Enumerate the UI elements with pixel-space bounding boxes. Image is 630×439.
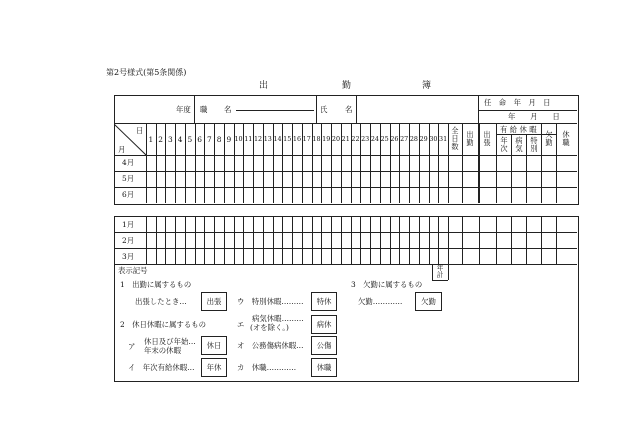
grid-column-line — [282, 216, 283, 264]
legend-heading: 表示記号 — [118, 266, 148, 275]
ka-text: カ 休職………… — [237, 363, 297, 372]
grid-column-line — [292, 216, 293, 264]
shucchou-text: 出張したとき… — [135, 297, 187, 306]
grid-column-line — [165, 216, 166, 264]
grid-column-line — [234, 216, 235, 264]
day-number-5: 5 — [187, 135, 193, 144]
grid-column-line — [175, 216, 176, 264]
day-number-23: 23 — [361, 135, 370, 143]
e-prefix: エ — [237, 320, 245, 329]
ka-mark: 休職 — [311, 358, 337, 377]
grid-column-line — [438, 216, 439, 264]
day-number-10: 10 — [234, 135, 243, 143]
month-axis-label: 月 — [118, 145, 126, 154]
shoku-label: 職 — [200, 105, 208, 114]
day-number-30: 30 — [429, 135, 438, 143]
grid-column-line — [302, 216, 303, 264]
day-number-18: 18 — [312, 135, 321, 143]
grid-column-line — [156, 216, 157, 264]
day-number-16: 16 — [292, 135, 302, 143]
grid-column-line — [331, 216, 332, 264]
kekkin-header: 欠 勤 — [545, 130, 553, 147]
i-text: イ 年次有給休暇… — [128, 363, 195, 372]
a-mark: 休日 — [201, 336, 227, 355]
grid-column-line — [321, 216, 322, 264]
day-number-25: 25 — [380, 135, 389, 143]
month-label-feb: 2月 — [122, 236, 135, 245]
month-label-may: 5月 — [122, 174, 135, 183]
day-number-6: 6 — [197, 135, 202, 144]
mei2-label: 名 — [345, 105, 353, 114]
a-text2: 年末の休暇 — [144, 346, 181, 355]
month-label-mar: 3月 — [122, 252, 135, 261]
day-number-4: 4 — [177, 135, 183, 144]
e-text2: (オを除く。) — [250, 323, 289, 332]
grid-column-line — [360, 216, 361, 264]
day-number-19: 19 — [322, 135, 331, 143]
shukkin-header: 出 勤 — [466, 130, 474, 147]
day-number-31: 31 — [439, 135, 448, 143]
grid-column-line — [224, 216, 225, 264]
nendo-label: 年度 — [176, 105, 191, 114]
grid-column-line — [253, 216, 254, 264]
legend-sec1: 1 出勤に属するもの — [120, 280, 192, 289]
mei-label: 名 — [224, 105, 232, 114]
day-number-29: 29 — [419, 135, 428, 143]
month-label-jun: 6月 — [122, 190, 135, 199]
kekkin-mark: 欠勤 — [415, 292, 442, 311]
day-number-7: 7 — [206, 135, 212, 144]
form-label: 第2号様式(第5条関係) — [106, 68, 187, 77]
shucchou-mark: 出張 — [201, 292, 227, 311]
grid-column-line — [341, 216, 342, 264]
title-char-2: 勤 — [342, 81, 352, 91]
grid-column-line — [429, 216, 430, 264]
grid-column-line — [273, 216, 274, 264]
i-mark: 年休 — [201, 358, 227, 377]
nenkei-label: 年 計 — [436, 264, 444, 280]
yukyu-header: 有 給 休 暇 — [500, 125, 537, 134]
day-number-12: 12 — [253, 135, 263, 143]
kekkin-text: 欠勤………… — [358, 297, 403, 306]
day-number-22: 22 — [351, 135, 360, 143]
day-number-14: 14 — [273, 135, 282, 143]
title-char-1: 出 — [259, 81, 269, 91]
grid-column-line — [214, 216, 215, 264]
grid-column-line — [380, 216, 381, 264]
grid-column-line — [370, 216, 371, 264]
day-number-24: 24 — [370, 135, 379, 143]
shi-label: 氏 — [320, 105, 328, 114]
u-text: ウ 特別休暇……… — [237, 297, 304, 306]
grid-column-line — [204, 216, 205, 264]
legend-sec3: 3 欠勤に属するもの — [351, 280, 423, 289]
day-axis-label: 日 — [136, 126, 144, 135]
o-text: オ 公務傷病休暇… — [237, 341, 304, 350]
grid-column-line — [409, 216, 410, 264]
day-number-26: 26 — [390, 135, 399, 143]
day-number-2: 2 — [158, 135, 163, 144]
day-number-15: 15 — [283, 135, 292, 143]
day-number-9: 9 — [226, 135, 232, 144]
grid-column-line — [399, 216, 400, 264]
grid-column-line — [390, 216, 391, 264]
day-number-8: 8 — [216, 135, 222, 144]
day-number-3: 3 — [167, 135, 173, 144]
o-mark: 公傷 — [311, 336, 337, 355]
shucchou-header: 出 張 — [483, 130, 491, 147]
nenji-header: 年 次 — [500, 136, 508, 153]
day-number-13: 13 — [263, 135, 272, 143]
e-mark: 病休 — [311, 315, 337, 334]
title-char-3: 簿 — [422, 81, 432, 91]
byouki-header: 病 気 — [515, 136, 523, 153]
grid-column-line — [419, 216, 420, 264]
day-number-1: 1 — [148, 135, 154, 144]
month-label-jan: 1月 — [122, 220, 135, 229]
grid-column-line — [185, 216, 186, 264]
day-number-27: 27 — [400, 135, 409, 143]
a-prefix: ア — [128, 342, 136, 351]
kyushoku-header: 休 職 — [562, 130, 570, 147]
u-mark: 特休 — [311, 292, 337, 311]
ninmei-label: 任 命 年 月 日 — [484, 98, 551, 107]
day-number-20: 20 — [331, 135, 341, 143]
grid-column-line — [263, 216, 264, 264]
month-label-apr: 4月 — [122, 158, 135, 167]
day-number-28: 28 — [409, 135, 418, 143]
e-text1: 病気休暇……… — [252, 314, 304, 323]
grid-column-line — [351, 216, 352, 264]
day-number-17: 17 — [302, 135, 311, 143]
ninmei-date: 年 月 日 — [508, 112, 560, 121]
grid-column-line — [243, 216, 244, 264]
a-text1: 休日及び年始… — [144, 337, 196, 346]
zen-nissu-header: 全 日 数 — [451, 126, 459, 151]
grid-column-line — [312, 216, 313, 264]
day-number-21: 21 — [341, 135, 350, 143]
legend-sec2: 2 休日休暇に属するもの — [120, 320, 207, 329]
day-number-11: 11 — [244, 135, 253, 143]
grid-column-line — [195, 216, 196, 264]
tokubetsu-header: 特 別 — [530, 136, 538, 153]
